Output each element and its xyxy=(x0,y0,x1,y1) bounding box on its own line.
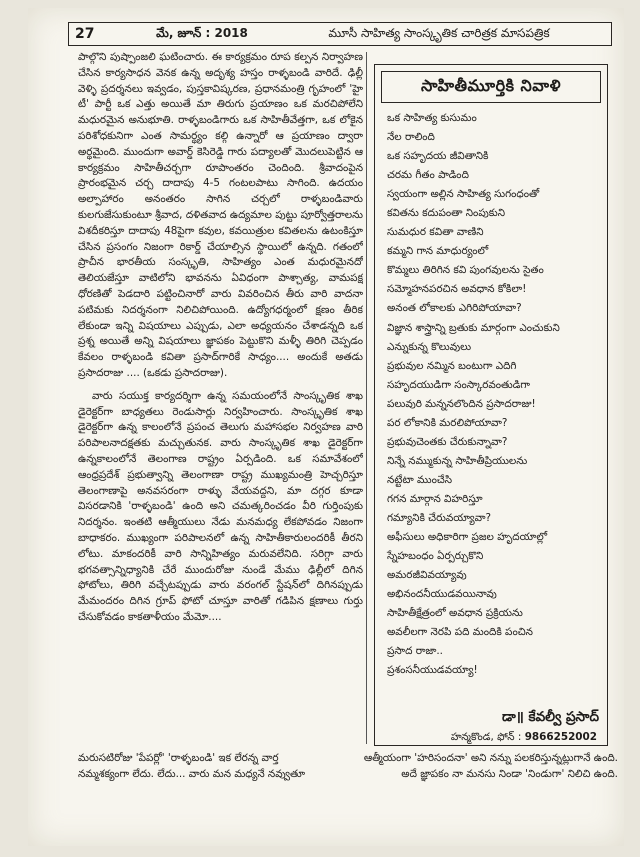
article-paragraph: పాల్గొని పుష్పాంజలి ఘటించారు. ఈ కార్యక్రమం రూప కల్పన నిర్వాహణ చేసిన కార్యసాధన వెనక ఉన్న అదృశ్య హస్తం రాళ్ళబండి వారిదే. ఢిల్లీ వెళ్ళి ప్రదర్శనలు ఇవ్వడం, పుస్తకావిష్కరణ, ప్రధానమంత్రి గృహంలో 'హై టీ' పార్టీ ఒక ఎత్తు అయితే మా తిరుగు ప్రయాణం ఒక మరచిపోలేని మధురమైన అనుభూతి. రాళ్ళబండిగారు ఒక సాహితీవేత్తగా, ఒక లోకైన పరిశోధకునిగా ఎంత సామర్థ్యం కల్గి ఉన్నారో ఆ ప్రయాణం ద్వారా అర్థమైంది. ముందుగా అవార్డ్ కెసిరెడ్డి గారు పద్యాలతో మొదలుపెట్టిన ఆ కార్యక్రమం సాహితీచర్చగా రూపాంతరం చెందింది. శ్రీవాదంపైన ప్రారంభమైన చర్చ దాదాపు 4-5 గంటలపాటు సాగింది. ఉదయం అల్పాహారం అనంతరం సాగిన చర్చలో రాళ్ళబండివారు కులగుజేసుకుంటూ శ్రీవాద, దళితవాద ఉద్యమాల పుట్టు పూర్వోత్తరాలను విశదీకరిస్తూ దాదాపు 48పైగా కవుల, కవయిత్రుల కవితలను ఉటంకిస్తూ చేసిన ప్రసంగం నిజంగా రికార్డ్ చేయాల్సిన స్థాయిలో ఉన్నది. గతంలో ప్రాచీన భారతీయ సంస్కృతి, సాహిత్యం ఎంత మధురమైనదో తెలియజేస్తూ వాటిలోని భావనను ఏవిధంగా పాశ్చాత్య, వామపక్ష ధోరణితో పెడదారి పట్టించినారో వారు వివరించిన తీరు వారి వాదనా పటిమకు నిదర్శనంగా నిలిచిపోయింది. ఉద్యోగధర్మంలో క్షణం తీరిక లేకుండా ఇన్ని విషయాలు ఎప్పుడు, ఎలా అధ్యయనం చేశాడన్నది ఒక ప్రశ్న అయితే అన్ని విషయాలు జ్ఞాపకం పెట్టుకొని మళ్ళీ తిరిగి చెప్పడం కేవలం రాళ్ళబండి కవితా ప్రసాద్‌గారికే సాధ్యం.... అందుకే అతడు ప్రసాదరాజు .... (ఒకడు ప్రసాదరాజు). xyxy=(78,51,363,379)
poem-line: ప్రభువుచెంతకు చేరుకున్నావా? xyxy=(387,435,508,448)
column-divider xyxy=(366,52,367,744)
footer-line-right: అదే జ్ఞాపకం నా మనసు నిండా 'నిండుగా' నిలిచి ఉంది. xyxy=(401,768,618,780)
article-paragraph: వారు సయుక్త కార్యదర్శిగా ఉన్న సమయంలోనే సాంస్కృతిక శాఖ డైరెక్టర్‌గా బాధ్యతలు రెండుసార్లు నిర్వహించారు. సాంస్కృతిక శాఖ డైరెక్టర్‌గా ఉన్న కాలంలోనే ప్రపంచ తెలుగు మహాసభల నిర్వహణ వారి పరిపాలనాదక్షతకు మచ్చుతునక. వారు సాంస్కృతిక శాఖ డైరెక్టర్‌గా ఉన్నకాలంలోనే తెలంగాణ రాష్ట్రం ఏర్పడింది. ఒక సమావేశంలో ఆంధ్రప్రదేశ్ ప్రభుత్వాన్ని తెలంగాణా రాష్ట్ర ముఖ్యమంత్రి హెచ్చరిస్తూ తెలంగాణాపై అనవసరంగా రాళ్ళు వేయవద్దని, మా దగ్గర కూడా విసరడానికి 'రాళ్ళబండి' ఉంది అని చమత్కరించడం వీరి గుర్తింపుకు నిదర్శనం. ఇంతటి ఆత్మీయులు నేడు మనమధ్య లేకపోవడం నిజంగా బాధాకరం. ముఖ్యంగా పరిపాలనలో ఉన్న సాహితీకారులందరికీ తీరని లోటు. మాకందరికీ వారి సాన్నిహిత్యం మరువలేనిది. సరిగ్గా వారు భగవత్సాన్నిధ్యానికి చేరే ముందురోజు నుండే మేము ఢిల్లీలో దిగిన ఫోటోలు, తిరిగి వచ్చేటప్పుడు వారు వరంగల్ స్టేషన్‌లో దిగినప్పుడు మేమందరం దిగిన గ్రూప్ ఫోటో చూస్తూ వారితో గడిపిన క్షణాలు గుర్తు చేసుకోవడం కాకతాళీయం మేమో.... xyxy=(78,389,363,623)
poem-line: పలువురి మన్ననలొందిన ప్రసాదరాజు! xyxy=(387,397,536,410)
poem-line: అమరజీవివయ్యావు xyxy=(387,569,467,582)
poem-line: కొమ్మలు తిరిగిన కవి పుంగవులను సైతం xyxy=(387,264,544,277)
magazine-name: మూసీ సాహిత్య సాంస్కృతిక చారిత్రక మాసపత్రిక xyxy=(328,25,550,40)
footer-line-right: ఆత్మీయంగా 'హరిసందనా' అని నన్ను పలకరిస్తున్నట్లుగానే ఉంది. xyxy=(363,752,618,764)
poem-line: విజ్ఞాన శాస్త్రాన్ని బ్రతుకు మార్గంగా ఎంచుకుని xyxy=(387,321,560,334)
poem-line: సహృదయుడిగా సంస్కారవంతుడిగా xyxy=(387,378,530,391)
poem-line: అవలీలగా నెరపి పది మందికి పంచిన xyxy=(387,626,533,639)
poem-line: చరమ గీతం పాడింది xyxy=(387,169,469,182)
poem-line: గగన మార్గాన విహరిస్తూ xyxy=(387,492,483,505)
poem-line: నిన్నే నమ్ముకున్న సాహితీప్రియులను xyxy=(387,454,528,467)
footer-text xyxy=(78,750,618,782)
poem-line: అభినందనీయుడవయినావు xyxy=(387,588,497,601)
footer-line-left: మరుసటిరోజు 'పేపర్లో' 'రాళ్ళబండి' ఇక లేరన్న వార్త xyxy=(78,752,279,764)
magazine-page xyxy=(28,8,624,846)
poem-line: స్వయంగా అల్లిన సాహిత్య సుగంధంతో xyxy=(387,188,540,201)
author-address xyxy=(375,731,597,746)
footer-line-left: నమ్మశక్యంగా లేదు. లేదు... వారు మన మధ్యనే నవ్వుతూ xyxy=(78,768,306,780)
poem-line: అఫీసులు అధికారిగా ప్రజల హృదయాల్లో xyxy=(387,531,548,544)
poem-line: నట్టేటా ముంచేసి xyxy=(387,473,453,486)
poem-line: కవితను కదుపంతా నింపుకుని xyxy=(387,207,506,220)
poem-line: పర లోకానికి మరలిపోయావా? xyxy=(387,416,508,429)
poem-author: డా॥ కేవల్వీ ప్రసాద్ xyxy=(501,709,599,725)
poem-line: గమ్యానికి చేరువయ్యావా? xyxy=(387,511,492,524)
poem-line: సాహితీక్షేత్రంలో అవధాన ప్రక్రియను xyxy=(387,607,523,620)
issue-date: మే, జూన్ : 2018 xyxy=(156,25,248,40)
address-text: హన్మకొండ, ఫోన్ : xyxy=(450,731,522,743)
page-header xyxy=(68,22,612,46)
poem-title: సాహితీమూర్తికి నివాళి xyxy=(381,71,601,103)
poem-line: ప్రశంసనీయుడవయ్యా! xyxy=(387,664,478,677)
poem-line: అనంత లోకాలకు ఎగిరిపోయావా? xyxy=(387,302,522,315)
page-number: 27 xyxy=(75,26,95,42)
phone-number: 9866252002 xyxy=(524,731,597,743)
poem-line: ఎన్నుకున్న కొలువులు xyxy=(387,340,472,353)
article-column xyxy=(78,50,363,747)
poem-line: సమ్మోహనపరచిన అవధాన కోకిలా! xyxy=(387,283,527,296)
poem-line: కమ్మని గాన మాధుర్యంలో xyxy=(387,245,489,258)
poem-lines xyxy=(387,109,607,680)
poem-line: ప్రసాద రాజా.. xyxy=(387,645,443,658)
poem-line: సుమధుర కవితా వాణిని xyxy=(387,226,484,239)
poem-line: ఒక సాహిత్య కుసుమం xyxy=(387,112,477,124)
poem-line: నేల రాలింది xyxy=(387,131,435,144)
poem-box xyxy=(374,64,608,746)
poem-line: ప్రభువుల నమ్మిన బంటుగా ఎదిగి xyxy=(387,359,517,372)
poem-line: స్నేహబంధం ఏర్పర్చుకొని xyxy=(387,550,484,563)
poem-line: ఒక సహృదయ జీవితానికి xyxy=(387,150,489,163)
